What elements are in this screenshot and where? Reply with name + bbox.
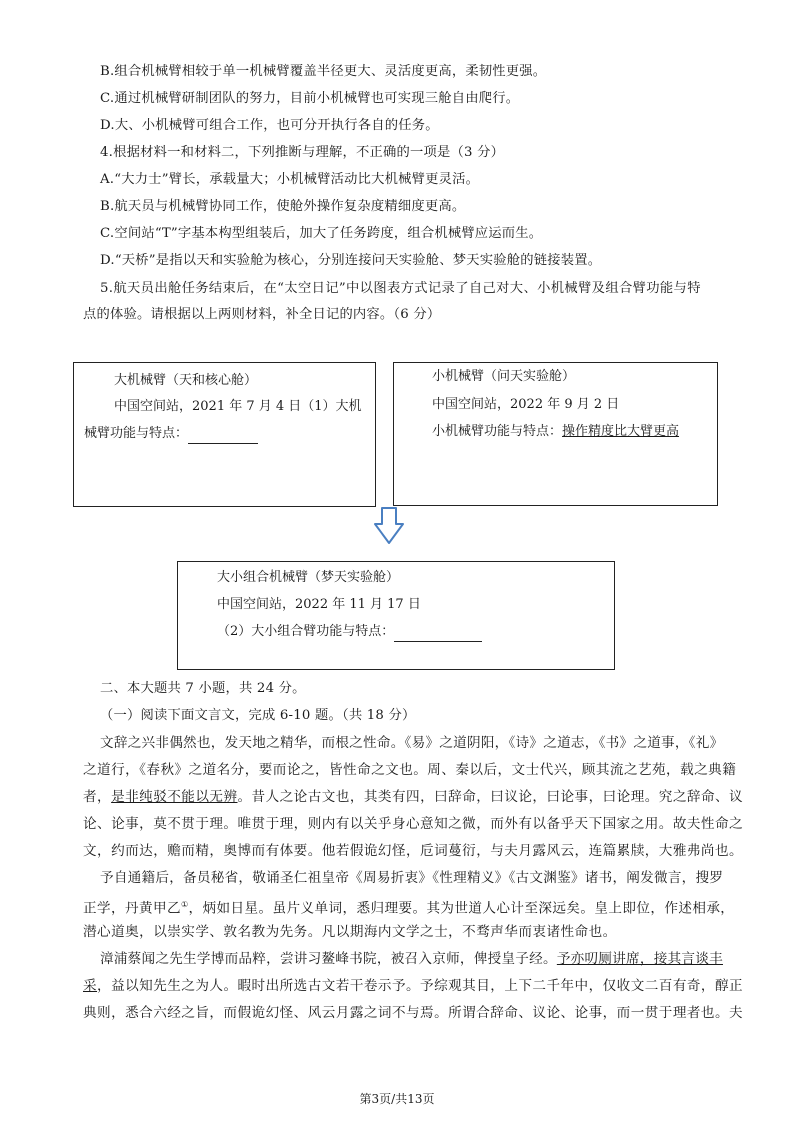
combined-arm-answer-blank[interactable] — [394, 626, 482, 642]
passage-text: ，炳如日星。虽片义单词，悉归理要。其为世道人心计至深远矣。皇上即位，作述相承， — [188, 900, 735, 917]
section-2-subheading: （一）阅读下面文言文，完成 6-10 题。（共 18 分） — [100, 708, 416, 723]
question-5-line-1: 5.航天员出舱任务结束后，在“太空日记”中以图表方式记录了自己对大、小机械臂及组合臂功能与特 — [100, 281, 701, 296]
big-arm-answer-blank[interactable] — [188, 428, 258, 444]
passage-p1-line-5: 文，约而达，赡而精，奥博而有体要。他若假诡幻怪，卮词蔓衍，与夫月露风云，连篇累牍，大雅弗尚也。 — [83, 843, 744, 859]
passage-p1-line-1: 文辞之兴非偶然也，发天地之精华，而根之性命。《易》之道阴阳，《诗》之道志，《书》之道事，《礼》 — [100, 735, 724, 751]
combined-arm-feature-label: （2）大小组合臂功能与特点： — [217, 624, 395, 639]
question-5-line-2: 点的体验。请根据以上两则材料，补全日记的内容。（6 分） — [83, 307, 441, 322]
option-d-q3: D.大、小机械臂可组合工作，也可分开执行各自的任务。 — [100, 118, 439, 133]
passage-p1-line-3 — [83, 787, 744, 807]
small-arm-feature-label: 小机械臂功能与特点： — [432, 424, 563, 439]
passage-p1-line-4: 论、论事，莫不贯于理。唯贯于理，则内有以关乎身心意知之微，而外有以备乎天下国家之用。故夫性命之 — [83, 816, 744, 832]
underlined-sentence-2: 予亦叨厕讲席，接其言谈丰 — [556, 951, 723, 967]
passage-p3-line-3: 典则，悉合六经之旨，而假诡幻怪、风云月露之词不与焉。所谓合辞命、议论、论事，而一贯于理者也。夫 — [83, 1005, 744, 1021]
option-c-q3: C.通过机械臂研制团队的努力，目前小机械臂也可实现三舱自由爬行。 — [100, 91, 520, 106]
passage-text: 者， — [83, 789, 112, 805]
combined-arm-date: 中国空间站，2022 年 11 月 17 日 — [217, 597, 421, 612]
option-c-q4: C.空间站“T”字基本构型组装后，加大了任务跨度，组合机械臂应运而生。 — [100, 226, 543, 241]
question-4: 4.根据材料一和材料二，下列推断与理解，不正确的一项是（3 分） — [100, 145, 505, 160]
footnote-marker: ① — [180, 900, 189, 909]
small-arm-feature — [432, 422, 679, 442]
passage-p3-line-1 — [100, 949, 740, 969]
passage-text: 正学，丹黄甲乙 — [83, 900, 181, 917]
down-arrow-icon — [372, 506, 406, 546]
underlined-sentence-1: 是非纯驳不能以无辨 — [111, 789, 238, 805]
passage-p2-line-2 — [83, 895, 735, 919]
option-b-q4: B.航天员与机械臂协同工作，使舱外操作复杂度精细度更高。 — [100, 199, 466, 214]
passage-text: ，益以知先生之为人。暇时出所选古文若干卷示予。予综观其目，上下二千年中，仅收文二百有奇，醇正 — [97, 978, 744, 994]
option-d-q4: D.“天桥”是指以天和实验舱为核心，分别连接问天实验舱、梦天实验舱的链接装置。 — [100, 253, 602, 268]
small-arm-title: 小机械臂（问天实验舱） — [432, 369, 576, 384]
big-arm-feature-label: 械臂功能与特点： — [84, 426, 189, 441]
small-arm-date: 中国空间站，2022 年 9 月 2 日 — [432, 397, 620, 412]
passage-p2-line-3: 潜心道奥，以崇实学、敦名教为先务。凡以期海内文学之士，不骛声华而衷诸性命也。 — [83, 924, 617, 940]
small-arm-feature-value: 操作精度比大臂更高 — [562, 424, 680, 439]
option-b-q3: B.组合机械臂相较于单一机械臂覆盖半径更大、灵活度更高，柔韧性更强。 — [100, 64, 547, 79]
page-number: 第3页/共13页 — [359, 1092, 435, 1106]
passage-p2-line-1: 予自通籍后，备员秘省，敬诵圣仁祖皇帝《周易折衷》《性理精义》《古文渊鉴》诸书，阐发微言，搜罗 — [100, 870, 724, 886]
passage-text: 漳浦蔡闻之先生学博而品粹，尝讲习鳌峰书院，被召入京师，俾授皇子经。 — [100, 951, 557, 967]
big-arm-feature — [84, 424, 258, 444]
option-a-q4: A.“大力士”臂长，承载量大；小机械臂活动比大机械臂更灵活。 — [100, 172, 480, 187]
diary-box-small-arm — [393, 362, 718, 506]
passage-text: 。昔人之论古文也，其类有四，曰辞命，曰议论，曰论事，曰论理。究之辞命、议 — [237, 789, 744, 805]
underlined-sentence-2-end: 采 — [83, 978, 98, 994]
diary-box-big-arm — [73, 362, 376, 507]
passage-p1-line-2: 之道行，《春秋》之道名分，要而论之，皆性命之文也。周、秦以后，文士代兴，顾其流之艺苑，载之典籍 — [83, 762, 737, 778]
passage-p3-line-2 — [83, 976, 744, 996]
big-arm-title: 大机械臂（天和核心舱） — [114, 373, 258, 388]
combined-arm-title: 大小组合机械臂（梦天实验舱） — [217, 570, 400, 585]
diary-box-combined-arm — [177, 561, 615, 670]
section-2-heading: 二、本大题共 7 小题，共 24 分。 — [100, 681, 306, 696]
big-arm-date: 中国空间站，2021 年 7 月 4 日（1）大机 — [114, 399, 362, 414]
combined-arm-feature — [217, 622, 482, 642]
